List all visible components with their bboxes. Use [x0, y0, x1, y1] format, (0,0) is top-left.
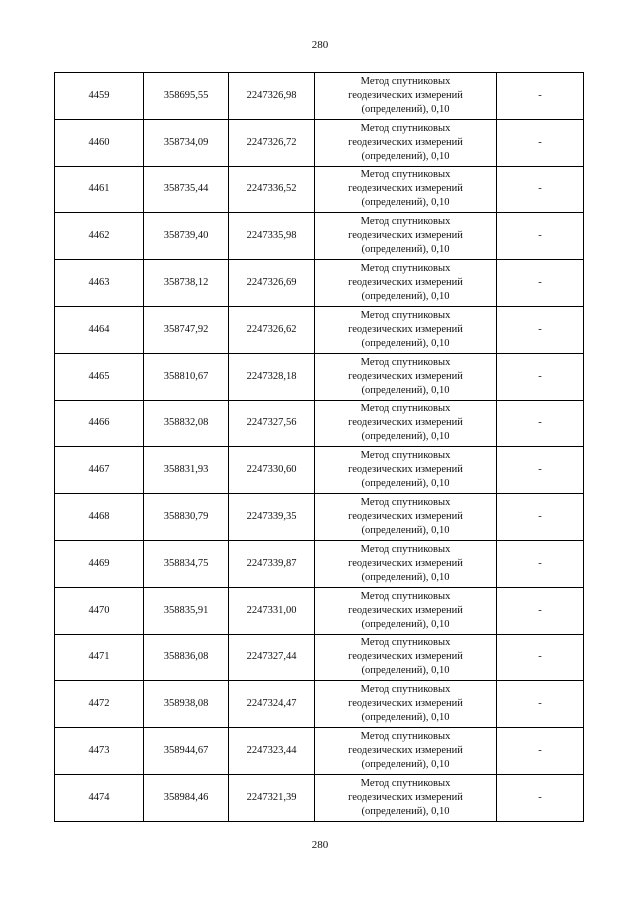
method-line: Метод спутниковых: [360, 777, 451, 789]
note-cell: -: [497, 728, 584, 775]
y-coordinate-cell: 2247326,62: [229, 306, 315, 353]
method-cell: [315, 213, 497, 260]
method-line: Метод спутниковых: [360, 497, 451, 509]
method-line: (определений), 0,10: [361, 759, 450, 771]
point-number-cell: 4474: [55, 774, 144, 821]
table-row: [55, 213, 584, 260]
y-coordinate-cell: 2247326,98: [229, 73, 315, 120]
y-coordinate-cell: 2247335,98: [229, 213, 315, 260]
y-coordinate-cell: 2247327,44: [229, 634, 315, 681]
page-number-bottom: 280: [311, 839, 329, 851]
method-line: (определений), 0,10: [361, 478, 450, 490]
method-line: (определений), 0,10: [361, 150, 450, 162]
point-number-cell: 4461: [55, 166, 144, 213]
x-coordinate-cell: 358944,67: [144, 728, 229, 775]
table-row: [55, 73, 584, 120]
y-coordinate-cell: 2247321,39: [229, 774, 315, 821]
point-number-cell: 4459: [55, 73, 144, 120]
table-row: [55, 774, 584, 821]
point-number-cell: 4460: [55, 119, 144, 166]
point-number-cell: 4466: [55, 400, 144, 447]
x-coordinate-cell: 358735,44: [144, 166, 229, 213]
method-line: геодезических измерений: [348, 698, 463, 710]
coordinates-table: [54, 72, 584, 822]
method-line: (определений), 0,10: [361, 618, 450, 630]
method-cell: [315, 119, 497, 166]
table-row: [55, 681, 584, 728]
note-cell: -: [497, 587, 584, 634]
method-line: геодезических измерений: [348, 557, 463, 569]
method-line: Метод спутниковых: [360, 169, 451, 181]
method-line: (определений), 0,10: [361, 384, 450, 396]
table-row: [55, 494, 584, 541]
point-number-cell: 4467: [55, 447, 144, 494]
method-line: геодезических измерений: [348, 277, 463, 289]
table-row: [55, 306, 584, 353]
method-cell: [315, 587, 497, 634]
y-coordinate-cell: 2247331,00: [229, 587, 315, 634]
note-cell: -: [497, 306, 584, 353]
table-row: [55, 260, 584, 307]
x-coordinate-cell: 358739,40: [144, 213, 229, 260]
method-line: Метод спутниковых: [360, 543, 451, 555]
point-number-cell: 4464: [55, 306, 144, 353]
method-line: Метод спутниковых: [360, 75, 451, 87]
method-line: Метод спутниковых: [360, 403, 451, 415]
method-line: Метод спутниковых: [360, 122, 451, 134]
method-line: (определений), 0,10: [361, 337, 450, 349]
method-line: (определений), 0,10: [361, 571, 450, 583]
method-line: Метод спутниковых: [360, 263, 451, 275]
method-line: геодезических измерений: [348, 370, 463, 382]
x-coordinate-cell: 358834,75: [144, 540, 229, 587]
method-line: (определений), 0,10: [361, 244, 450, 256]
x-coordinate-cell: 358831,93: [144, 447, 229, 494]
table-row: [55, 587, 584, 634]
point-number-cell: 4468: [55, 494, 144, 541]
note-cell: -: [497, 119, 584, 166]
method-line: (определений), 0,10: [361, 431, 450, 443]
method-cell: [315, 166, 497, 213]
method-cell: [315, 260, 497, 307]
y-coordinate-cell: 2247327,56: [229, 400, 315, 447]
method-cell: [315, 447, 497, 494]
note-cell: -: [497, 400, 584, 447]
x-coordinate-cell: 358984,46: [144, 774, 229, 821]
point-number-cell: 4472: [55, 681, 144, 728]
point-number-cell: 4462: [55, 213, 144, 260]
note-cell: -: [497, 213, 584, 260]
point-number-cell: 4469: [55, 540, 144, 587]
point-number-cell: 4471: [55, 634, 144, 681]
x-coordinate-cell: 358747,92: [144, 306, 229, 353]
method-line: геодезических измерений: [348, 745, 463, 757]
note-cell: -: [497, 260, 584, 307]
method-line: геодезических измерений: [348, 89, 463, 101]
x-coordinate-cell: 358738,12: [144, 260, 229, 307]
y-coordinate-cell: 2247323,44: [229, 728, 315, 775]
method-line: Метод спутниковых: [360, 731, 451, 743]
method-line: (определений), 0,10: [361, 197, 450, 209]
method-line: (определений), 0,10: [361, 291, 450, 303]
y-coordinate-cell: 2247326,69: [229, 260, 315, 307]
method-line: геодезических измерений: [348, 604, 463, 616]
method-line: геодезических измерений: [348, 183, 463, 195]
method-line: Метод спутниковых: [360, 590, 451, 602]
coordinates-table-body: [55, 73, 584, 822]
method-cell: [315, 306, 497, 353]
table-row: [55, 400, 584, 447]
x-coordinate-cell: 358734,09: [144, 119, 229, 166]
y-coordinate-cell: 2247330,60: [229, 447, 315, 494]
y-coordinate-cell: 2247326,72: [229, 119, 315, 166]
note-cell: -: [497, 73, 584, 120]
x-coordinate-cell: 358830,79: [144, 494, 229, 541]
method-line: Метод спутниковых: [360, 684, 451, 696]
method-line: (определений), 0,10: [361, 103, 450, 115]
table-row: [55, 166, 584, 213]
method-line: (определений), 0,10: [361, 525, 450, 537]
method-cell: [315, 400, 497, 447]
method-line: геодезических измерений: [348, 651, 463, 663]
note-cell: -: [497, 447, 584, 494]
note-cell: -: [497, 353, 584, 400]
y-coordinate-cell: 2247324,47: [229, 681, 315, 728]
method-line: Метод спутниковых: [360, 356, 451, 368]
method-cell: [315, 494, 497, 541]
x-coordinate-cell: 358938,08: [144, 681, 229, 728]
method-line: (определений), 0,10: [361, 665, 450, 677]
method-line: геодезических измерений: [348, 136, 463, 148]
method-line: Метод спутниковых: [360, 450, 451, 462]
y-coordinate-cell: 2247336,52: [229, 166, 315, 213]
method-line: Метод спутниковых: [360, 637, 451, 649]
point-number-cell: 4470: [55, 587, 144, 634]
table-row: [55, 634, 584, 681]
y-coordinate-cell: 2247339,35: [229, 494, 315, 541]
x-coordinate-cell: 358836,08: [144, 634, 229, 681]
note-cell: -: [497, 774, 584, 821]
x-coordinate-cell: 358835,91: [144, 587, 229, 634]
x-coordinate-cell: 358695,55: [144, 73, 229, 120]
method-line: геодезических измерений: [348, 230, 463, 242]
method-line: геодезических измерений: [348, 791, 463, 803]
note-cell: -: [497, 166, 584, 213]
table-row: [55, 728, 584, 775]
method-line: (определений), 0,10: [361, 712, 450, 724]
method-cell: [315, 73, 497, 120]
method-cell: [315, 634, 497, 681]
table-row: [55, 353, 584, 400]
page-number-top: 280: [311, 39, 329, 51]
note-cell: -: [497, 634, 584, 681]
table-row: [55, 540, 584, 587]
note-cell: -: [497, 681, 584, 728]
method-line: геодезических измерений: [348, 323, 463, 335]
table-row: [55, 447, 584, 494]
method-line: Метод спутниковых: [360, 216, 451, 228]
method-cell: [315, 681, 497, 728]
point-number-cell: 4465: [55, 353, 144, 400]
method-cell: [315, 774, 497, 821]
method-line: геодезических измерений: [348, 511, 463, 523]
method-cell: [315, 540, 497, 587]
y-coordinate-cell: 2247339,87: [229, 540, 315, 587]
point-number-cell: 4473: [55, 728, 144, 775]
method-line: (определений), 0,10: [361, 805, 450, 817]
note-cell: -: [497, 494, 584, 541]
method-line: геодезических измерений: [348, 464, 463, 476]
y-coordinate-cell: 2247328,18: [229, 353, 315, 400]
method-cell: [315, 353, 497, 400]
x-coordinate-cell: 358810,67: [144, 353, 229, 400]
x-coordinate-cell: 358832,08: [144, 400, 229, 447]
table-row: [55, 119, 584, 166]
note-cell: -: [497, 540, 584, 587]
point-number-cell: 4463: [55, 260, 144, 307]
method-line: Метод спутниковых: [360, 309, 451, 321]
method-line: геодезических измерений: [348, 417, 463, 429]
method-cell: [315, 728, 497, 775]
